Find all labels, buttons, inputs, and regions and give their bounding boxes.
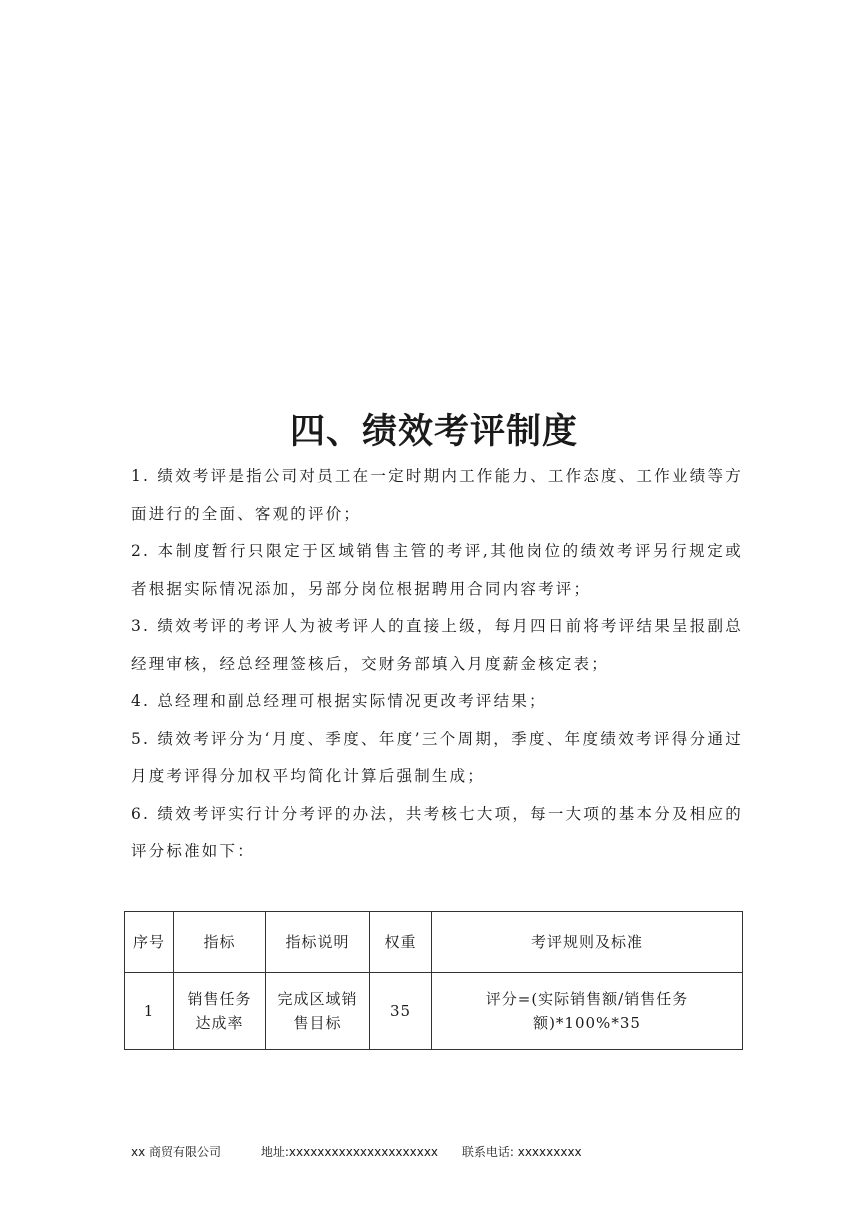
paragraph-5: 5. 绩效考评分为‘月度、季度、年度’三个周期，季度、年度绩效考评得分通过月度考评得分加权平均简化计算后强制生成；: [131, 729, 743, 785]
header-weight: 权重: [370, 912, 432, 973]
header-index: 序号: [125, 912, 174, 973]
cell-index: 1: [125, 973, 174, 1050]
paragraph-1: 1. 绩效考评是指公司对员工在一定时期内工作能力、工作态度、工作业绩等方面进行的全面、客观的评价；: [131, 467, 743, 523]
page-footer: [131, 1143, 582, 1160]
evaluation-table-wrapper: [124, 911, 742, 1050]
page-title: 四、绩效考评制度: [289, 412, 578, 452]
cell-weight: 35: [370, 973, 432, 1050]
footer-address: 地址:xxxxxxxxxxxxxxxxxxxxx: [260, 1145, 439, 1159]
table-row: [125, 973, 743, 1050]
cell-indicator-description: 完成区域销售目标: [266, 973, 370, 1050]
paragraph-4: 4. 总经理和副总经理可根据实际情况更改考评结果；: [131, 692, 547, 710]
cell-rules-standard: 评分=(实际销售额/销售任务额)*100%*35: [432, 973, 743, 1050]
paragraph-2: 2. 本制度暂行只限定于区域销售主管的考评,其他岗位的绩效考评另行规定或者根据实际情况添加，另部分岗位根据聘用合同内容考评；: [131, 542, 743, 598]
footer-company: xx 商贸有限公司: [131, 1145, 222, 1159]
cell-indicator: 销售任务达成率: [174, 973, 266, 1050]
header-rules-standard: 考评规则及标准: [432, 912, 743, 973]
paragraph-3: 3. 绩效考评的考评人为被考评人的直接上级，每月四日前将考评结果呈报副总经理审核，经总经理签核后，交财务部填入月度薪金核定表；: [131, 617, 743, 673]
paragraph-6: 6. 绩效考评实行计分考评的办法，共考核七大项，每一大项的基本分及相应的评分标准如下：: [131, 804, 743, 860]
table-header-row: [125, 912, 743, 973]
header-indicator: 指标: [174, 912, 266, 973]
header-indicator-description: 指标说明: [266, 912, 370, 973]
footer-phone: 联系电话: xxxxxxxxx: [461, 1145, 582, 1159]
body-text: [131, 458, 743, 871]
evaluation-table: [124, 911, 743, 1050]
